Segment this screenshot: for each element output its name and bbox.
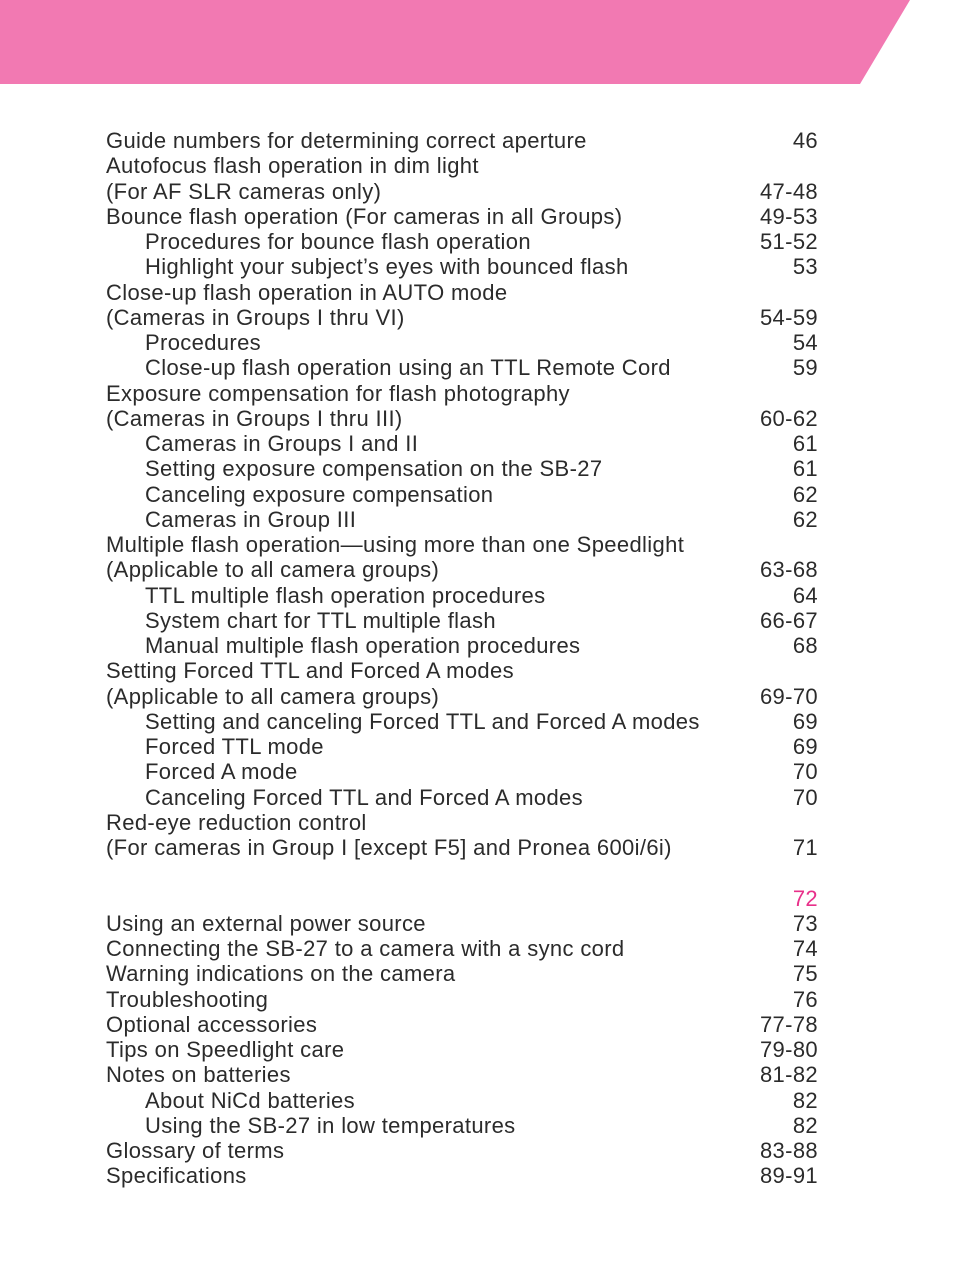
toc-entry-page: 76	[792, 986, 818, 1012]
toc-entry-label: Optional accessories	[106, 1011, 318, 1037]
toc-entry-label: (For AF SLR cameras only)	[106, 178, 382, 204]
toc-entry-page: 89-91	[759, 1163, 818, 1189]
toc-entry	[106, 1163, 818, 1188]
toc-entry-label: (Cameras in Groups I thru III)	[106, 405, 403, 431]
toc-entry-label: (Applicable to all camera groups)	[106, 683, 440, 709]
toc-entry	[106, 860, 818, 885]
toc-entry-label: Highlight your subject’s eyes with bounced flash	[145, 254, 629, 280]
toc-entry	[106, 1037, 818, 1062]
toc-entry	[106, 557, 818, 582]
toc-entry	[106, 128, 818, 153]
toc-entry-page: 69	[792, 734, 818, 759]
toc-entry-label: Manual multiple flash operation procedures	[145, 633, 581, 658]
toc-entry	[106, 507, 818, 532]
toc-entry-page: 70	[792, 784, 818, 810]
toc-entry-page: 47-48	[759, 178, 818, 204]
toc-entry-page: 68	[792, 633, 818, 658]
table-of-contents	[106, 128, 818, 1189]
toc-entry-label: Troubleshooting	[106, 986, 269, 1012]
toc-entry	[106, 280, 818, 305]
toc-entry	[106, 734, 818, 759]
toc-entry-label: (Applicable to all camera groups)	[106, 557, 440, 583]
toc-entry-label: Setting and canceling Forced TTL and Forced A modes	[145, 708, 700, 734]
toc-entry-label: System chart for TTL multiple flash	[145, 607, 496, 633]
toc-entry	[106, 431, 818, 456]
toc-entry-page: 70	[792, 759, 818, 785]
toc-entry-page: 51-52	[759, 229, 818, 254]
toc-entry-label: Close-up flash operation using an TTL Remote Cord	[145, 355, 671, 381]
toc-entry-label: Multiple flash operation—using more than one Speedlight	[106, 532, 685, 557]
toc-entry	[106, 330, 818, 355]
toc-entry	[106, 1012, 818, 1037]
toc-entry	[106, 1138, 818, 1163]
toc-entry	[106, 810, 818, 835]
toc-entry-page: 49-53	[759, 203, 818, 229]
toc-entry-page: 75	[792, 961, 818, 987]
toc-entry-label: Exposure compensation for flash photography	[106, 380, 570, 406]
toc-entry-page: 82	[792, 1112, 818, 1138]
toc-entry-label: About NiCd batteries	[145, 1087, 355, 1113]
toc-entry-page: 53	[792, 254, 818, 280]
toc-entry	[106, 355, 818, 380]
toc-entry	[106, 532, 818, 557]
toc-entry	[106, 1088, 818, 1113]
toc-entry-page: 54-59	[759, 304, 818, 330]
toc-entry-page: 71	[792, 835, 818, 860]
toc-entry-page: 66-67	[759, 607, 818, 633]
toc-entry	[106, 886, 818, 911]
toc-entry	[106, 684, 818, 709]
toc-entry-label: Cameras in Groups I and II	[145, 431, 419, 456]
toc-entry	[106, 987, 818, 1012]
toc-entry	[106, 658, 818, 683]
toc-entry	[106, 633, 818, 658]
toc-entry-page: 62	[792, 506, 818, 532]
toc-entry-page: 59	[792, 355, 818, 381]
toc-entry	[106, 936, 818, 961]
toc-entry-label: Specifications	[106, 1163, 247, 1189]
toc-entry-label: Procedures	[145, 330, 262, 355]
toc-entry-page: 82	[792, 1087, 818, 1113]
toc-entry	[106, 583, 818, 608]
toc-entry-label: (For cameras in Group I [except F5] and Pronea 600i/6i)	[106, 835, 672, 860]
toc-entry-page: 61	[792, 431, 818, 456]
toc-entry-label: (Cameras in Groups I thru VI)	[106, 304, 405, 330]
toc-entry-label: Procedures for bounce flash operation	[145, 229, 531, 254]
toc-entry	[106, 254, 818, 279]
toc-entry	[106, 709, 818, 734]
toc-entry-label: Forced A mode	[145, 759, 298, 785]
toc-entry-label: Connecting the SB-27 to a camera with a sync cord	[106, 936, 625, 961]
toc-entry	[106, 1113, 818, 1138]
toc-entry	[106, 381, 818, 406]
toc-entry-label: Autofocus flash operation in dim light	[106, 153, 479, 179]
toc-entry-page: 64	[792, 582, 818, 608]
toc-entry-page: 62	[792, 481, 818, 507]
toc-entry-label: Using the SB-27 in low temperatures	[145, 1112, 516, 1138]
toc-entry-label: Glossary of terms	[106, 1138, 285, 1163]
toc-entry-page: 69-70	[759, 683, 818, 709]
toc-entry	[106, 229, 818, 254]
toc-entry-label: Guide numbers for determining correct aperture	[106, 128, 587, 153]
toc-entry	[106, 608, 818, 633]
toc-entry-page: 46	[792, 128, 818, 153]
toc-entry-page: 73	[792, 910, 818, 936]
toc-entry-page: 72	[792, 885, 818, 911]
toc-entry	[106, 406, 818, 431]
toc-entry	[106, 204, 818, 229]
toc-entry-label: Canceling exposure compensation	[145, 481, 494, 507]
toc-entry-label: Canceling Forced TTL and Forced A modes	[145, 784, 583, 810]
toc-entry-label: Red-eye reduction control	[106, 809, 367, 835]
toc-entry-label: Setting Forced TTL and Forced A modes	[106, 658, 514, 684]
toc-entry-page: 81-82	[759, 1062, 818, 1088]
toc-entry	[106, 456, 818, 481]
toc-entry-label: Using an external power source	[106, 910, 426, 936]
toc-entry-page: 79-80	[759, 1037, 818, 1062]
toc-entry-page: 74	[792, 936, 818, 961]
toc-entry	[106, 1062, 818, 1087]
toc-entry-label: Setting exposure compensation on the SB-27	[145, 456, 603, 482]
toc-entry-page: 54	[792, 330, 818, 355]
toc-entry	[106, 911, 818, 936]
toc-entry-label: Close-up flash operation in AUTO mode	[106, 279, 508, 305]
toc-entry-label: TTL multiple flash operation procedures	[145, 582, 546, 608]
toc-entry-page: 61	[792, 456, 818, 482]
header-band	[0, 0, 954, 84]
toc-entry-label: Notes on batteries	[106, 1062, 291, 1088]
toc-entry-page: 60-62	[759, 405, 818, 431]
toc-entry-page: 69	[792, 708, 818, 734]
toc-entry	[106, 482, 818, 507]
toc-entry-label: Cameras in Group III	[145, 506, 357, 532]
toc-entry	[106, 759, 818, 784]
toc-entry-label: Bounce flash operation (For cameras in all Groups)	[106, 203, 623, 229]
toc-entry	[106, 153, 818, 178]
toc-entry-page: 63-68	[759, 557, 818, 583]
toc-entry-page: 77-78	[759, 1011, 818, 1037]
toc-entry	[106, 835, 818, 860]
toc-entry-label: Tips on Speedlight care	[106, 1037, 345, 1062]
toc-entry-label: Forced TTL mode	[145, 734, 324, 759]
toc-entry-page: 83-88	[759, 1138, 818, 1163]
header-band-shape	[0, 0, 954, 84]
toc-entry	[106, 179, 818, 204]
toc-entry	[106, 785, 818, 810]
toc-entry-label: Warning indications on the camera	[106, 961, 456, 987]
toc-entry	[106, 961, 818, 986]
toc-entry	[106, 305, 818, 330]
